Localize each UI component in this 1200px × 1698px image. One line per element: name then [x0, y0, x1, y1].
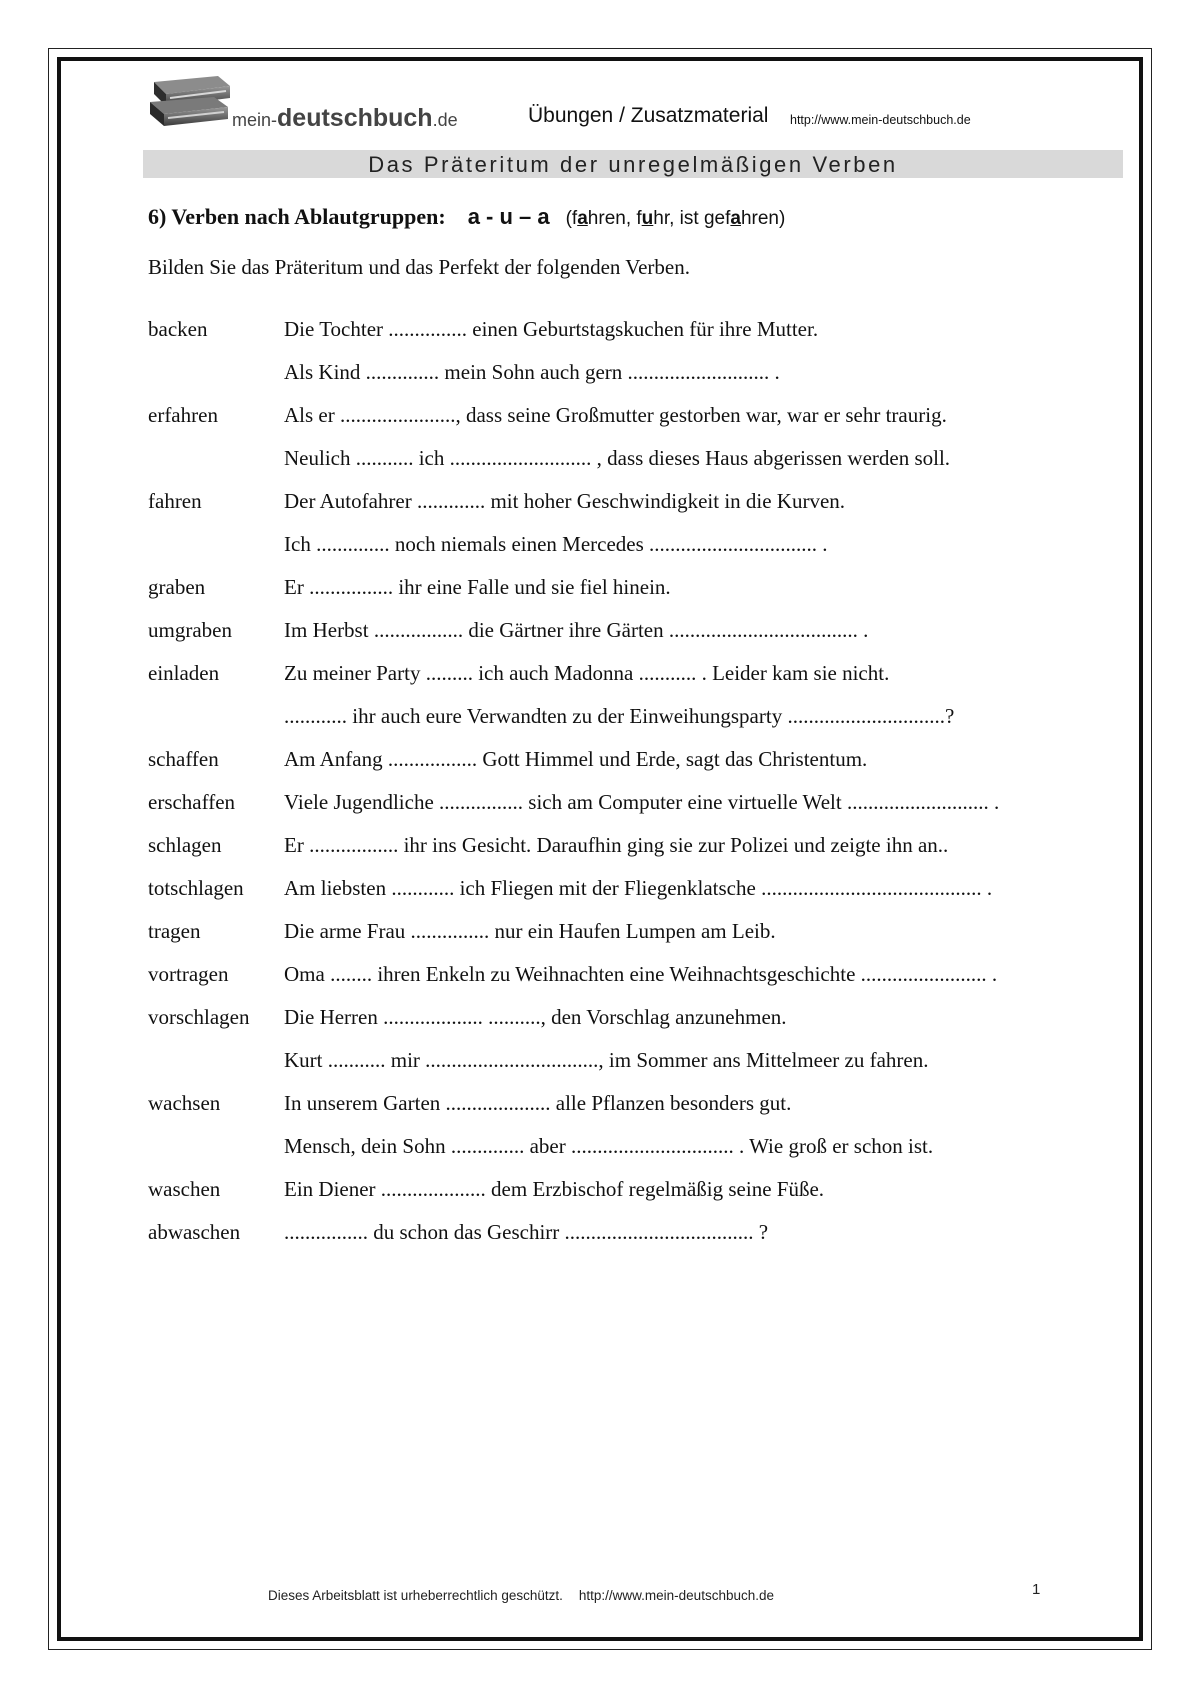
verb-label: einladen [148, 661, 220, 685]
verb-label: waschen [148, 1177, 221, 1201]
exercise-heading [148, 204, 785, 230]
verb-label: vorschlagen [148, 1005, 250, 1029]
verb-label: backen [148, 317, 208, 341]
exercise-sentence: Die Tochter ............... einen Geburtstagskuchen für ihre Mutter. [284, 317, 819, 341]
header-section-label: Übungen / Zusatzmaterial [528, 104, 769, 127]
exercise-sentence: Neulich ........... ich ........................... , dass dieses Haus abgerissen werden soll. [284, 446, 951, 470]
exercise-sentence: Im Herbst ................. die Gärtner ihre Gärten .................................... . [284, 618, 869, 642]
header-url: http://www.mein-deutschbuch.de [790, 113, 971, 127]
exercise-sentence: Als er ......................, dass seine Großmutter gestorben war, war er sehr traurig. [284, 403, 947, 427]
exercise-sentence: Er ................. ihr ins Gesicht. Daraufhin ging sie zur Polizei und zeigte ihn an.. [284, 833, 949, 857]
verb-label: graben [148, 575, 206, 599]
verb-label: erfahren [148, 403, 218, 427]
exercise-sentence: Viele Jugendliche ................ sich am Computer eine virtuelle Welt ........................... . [284, 790, 1000, 814]
exercise-sentence: Am Anfang ................. Gott Himmel und Erde, sagt das Christentum. [284, 747, 868, 771]
exercise-instruction: Bilden Sie das Präteritum und das Perfekt der folgenden Verben. [148, 255, 690, 279]
exercise-sentence: Ein Diener .................... dem Erzbischof regelmäßig seine Füße. [284, 1177, 825, 1201]
verb-label: fahren [148, 489, 202, 513]
exercise-heading-text: 6) Verben nach Ablautgruppen: [148, 204, 446, 229]
exercise-sentence: In unserem Garten .................... alle Pflanzen besonders gut. [284, 1091, 792, 1115]
verb-label: vortragen [148, 962, 229, 986]
page-number: 1 [1032, 1581, 1041, 1598]
exercise-sentence: Oma ........ ihren Enkeln zu Weihnachten eine Weihnachtsgeschichte ........................ . [284, 962, 998, 986]
ablaut-example: (fahren, fuhr, ist gefahren) [565, 208, 786, 229]
site-logo-text: mein-deutschbuch.de [232, 104, 458, 132]
verb-label: wachsen [148, 1091, 221, 1115]
title-bar [143, 150, 1123, 178]
exercise-sentence: Der Autofahrer ............. mit hoher Geschwindigkeit in die Kurven. [284, 489, 846, 513]
exercise-sentence: ................ du schon das Geschirr .................................... ? [284, 1220, 769, 1244]
page-title: Das Präteritum der unregelmäßigen Verben [368, 152, 898, 177]
exercise-sentence: Die arme Frau ............... nur ein Haufen Lumpen am Leib. [284, 919, 776, 943]
verb-label: erschaffen [148, 790, 236, 814]
exercise-sentence: Mensch, dein Sohn .............. aber ............................... . Wie groß er schon ist. [284, 1134, 934, 1158]
exercise-sentence: Als Kind .............. mein Sohn auch gern ........................... . [284, 360, 780, 384]
ablaut-pattern: a - u – a [467, 204, 550, 229]
verb-label: tragen [148, 919, 201, 943]
verb-label: abwaschen [148, 1220, 241, 1244]
footer [268, 1588, 774, 1603]
verb-label: totschlagen [148, 876, 244, 900]
verb-label: schlagen [148, 833, 222, 857]
books-logo-icon [148, 72, 234, 130]
footer-url: http://www.mein-deutschbuch.de [578, 1588, 774, 1603]
exercise-sentence: Am liebsten ............ ich Fliegen mit der Fliegenklatsche .......................................... . [284, 876, 993, 900]
footer-copyright: Dieses Arbeitsblatt ist urheberrechtlich geschützt. [268, 1588, 563, 1603]
exercise-sentence: Zu meiner Party ......... ich auch Madonna ........... . Leider kam sie nicht. [284, 661, 890, 685]
exercise-sentence: Die Herren ................... .........., den Vorschlag anzunehmen. [284, 1005, 787, 1029]
exercise-sentence: Er ................ ihr eine Falle und sie fiel hinein. [284, 575, 671, 599]
exercise-sentence: Kurt ........... mir ................................., im Sommer ans Mittelmeer zu fahren. [284, 1048, 929, 1072]
verb-label: umgraben [148, 618, 232, 642]
verb-label: schaffen [148, 747, 219, 771]
exercise-sentence: Ich .............. noch niemals einen Mercedes ................................ . [284, 532, 828, 556]
exercise-sentence: ............ ihr auch eure Verwandten zu der Einweihungsparty ..............................? [284, 704, 955, 728]
